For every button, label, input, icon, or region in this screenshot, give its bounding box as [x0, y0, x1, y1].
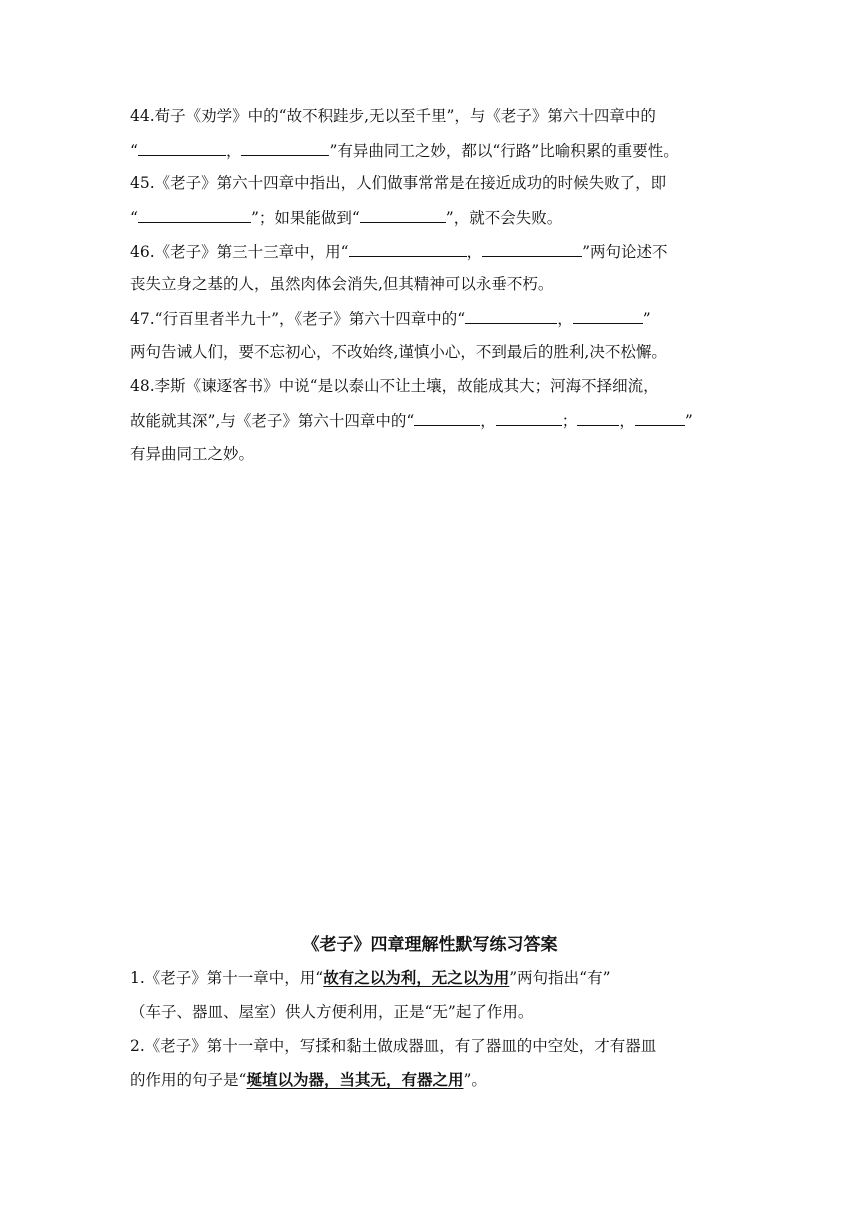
question-text: 丧失立身之基的人，虽然肉体会消失,但其精神可以永垂不朽。	[130, 275, 554, 293]
question-text: “行百里者半九十”，《老子》第六十四章中的“	[154, 310, 466, 328]
answer-blank[interactable]	[360, 207, 446, 223]
question-number: 48.	[130, 377, 155, 395]
answer-number: 2.	[130, 1037, 145, 1055]
answer-blank[interactable]	[577, 410, 619, 426]
question-44-line-1	[130, 106, 730, 126]
question-text: 故能就其深”,与《老子》第六十四章中的“	[130, 412, 415, 430]
question-44-line-2	[130, 140, 730, 161]
answer-key: 埏埴以为器，当其无，有器之用	[246, 1070, 464, 1089]
answer-blank[interactable]	[465, 308, 557, 324]
answer-blank[interactable]	[138, 207, 251, 223]
question-45-line-2	[130, 207, 730, 228]
question-text: “	[130, 142, 138, 160]
question-48-line-3	[130, 444, 730, 464]
question-text: ，	[225, 142, 242, 160]
question-text: ，	[466, 243, 483, 261]
question-text: 《老子》第三十三章中，用“	[154, 243, 349, 261]
question-46-line-1	[130, 241, 730, 262]
answer-text: ”两句指出“有”	[509, 969, 611, 987]
answer-text: ”。	[463, 1071, 487, 1089]
answer-text: 《老子》第十一章中，用“	[144, 969, 324, 987]
question-text: ，	[619, 412, 635, 430]
question-47-line-1	[130, 308, 730, 329]
answer-blank[interactable]	[414, 410, 480, 426]
question-47-line-2	[130, 342, 730, 362]
answer-section-title: 《老子》四章理解性默写练习答案	[302, 935, 558, 955]
answer-blank[interactable]	[496, 410, 562, 426]
question-48-line-1	[130, 376, 730, 396]
question-text: “	[130, 209, 138, 227]
question-number: 47.	[130, 310, 155, 328]
question-46-line-2	[130, 274, 730, 294]
question-text: ”	[642, 310, 651, 328]
answer-key: 故有之以为利，无之以为用	[323, 968, 510, 987]
answer-2-line-2	[130, 1070, 730, 1090]
answer-text: 的作用的句子是“	[130, 1071, 247, 1089]
question-text: ”，就不会失败。	[445, 209, 563, 227]
question-text: ”；如果能做到“	[250, 209, 360, 227]
question-number: 46.	[130, 243, 155, 261]
question-number: 44.	[130, 107, 155, 125]
question-text: ，	[557, 310, 573, 328]
question-text: ；	[561, 412, 578, 430]
question-text: 有异曲同工之妙。	[130, 445, 255, 463]
question-text: ”两句论述不	[582, 243, 668, 261]
answer-blank[interactable]	[482, 241, 582, 257]
answer-text: 《老子》第十一章中，写揉和黏土做成器皿，有了器皿的中空处，才有器皿	[144, 1037, 657, 1055]
question-text: 荀子《劝学》中的“故不积跬步,无以至千里”，与《老子》第六十四章中的	[154, 107, 656, 125]
question-45-line-1	[130, 173, 730, 193]
question-text: 《老子》第六十四章中指出，人们做事常常是在接近成功的时候失败了，即	[154, 174, 667, 192]
question-text: ，	[480, 412, 496, 430]
answer-1-line-1	[130, 968, 730, 988]
question-number: 45.	[130, 174, 155, 192]
question-text: 李斯《谏逐客书》中说“是以泰山不让土壤，故能成其大；河海不择细流，	[154, 377, 659, 395]
answer-text: （车子、器皿、屋室）供人方便利用，正是“无”起了作用。	[130, 1003, 534, 1021]
answer-2-line-1	[130, 1036, 730, 1056]
answer-blank[interactable]	[138, 140, 226, 156]
answer-blank[interactable]	[635, 410, 685, 426]
answer-blank[interactable]	[349, 241, 467, 257]
answer-1-line-2	[130, 1002, 730, 1022]
question-48-line-2	[130, 410, 730, 431]
question-text: 两句告诫人们，要不忘初心，不改始终,谨慎小心，不到最后的胜利,决不松懈。	[130, 343, 667, 361]
answer-blank[interactable]	[241, 140, 329, 156]
question-text: ”有异曲同工之妙，都以“行路”比喻积累的重要性。	[329, 142, 679, 160]
question-text: ”	[684, 412, 693, 430]
answer-blank[interactable]	[573, 308, 643, 324]
answer-number: 1.	[130, 969, 145, 987]
